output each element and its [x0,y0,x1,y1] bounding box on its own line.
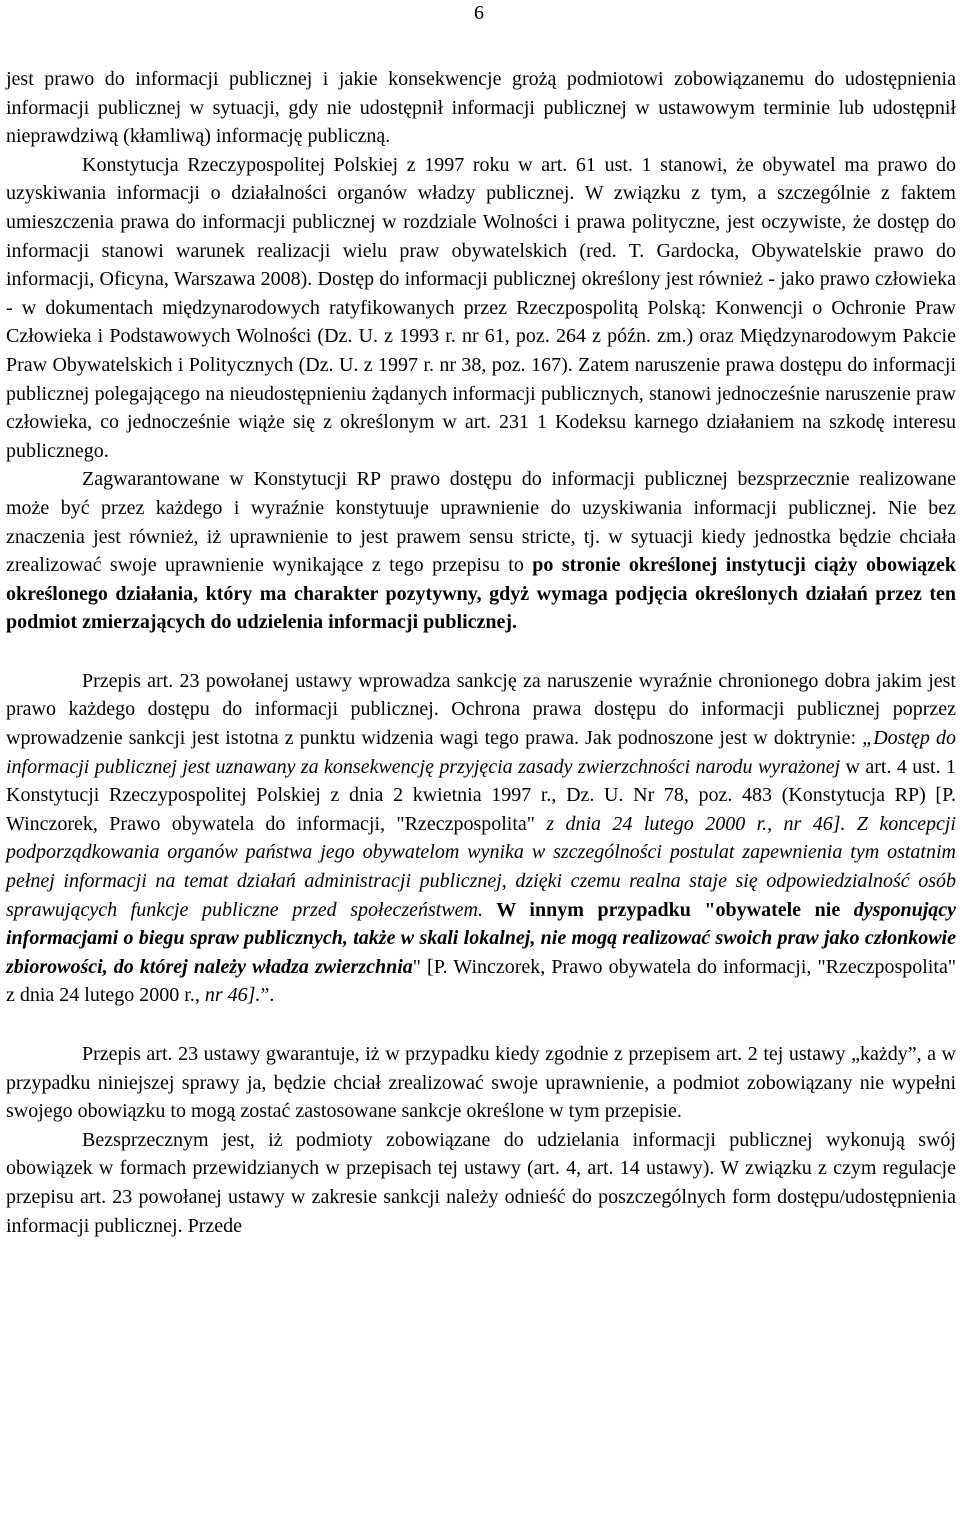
paragraph-6: Bezsprzecznym jest, iż podmioty zobowiązane do udzielania informacji publicznej wykonują swój obowiązek w formach przewidzianych w przepisach tej ustawy (art. 4, art. 14 ustawy). W związku z czym regulacje przepisu art. 23 powołanej ustawy w zakresie sankcji należy odnieść do poszczególnych form dostępu/udostępnienia informacji publicznej. Przede [6,1128,956,1237]
paragraph-5: Przepis art. 23 ustawy gwarantuje, iż w przypadku kiedy zgodnie z przepisem art. 2 tej ustawy „każdy”, a w przypadku niniejszej sprawy ja, będzie chciał zrealizować swoje uprawnienie, a podmiot zobowiązany nie wypełni swojego obowiązku to mogą zostać zastosowane sankcje określone w tym przepisie. [6,1043,956,1123]
paragraph-4-f: dysponujący informacjami o biegu spraw publicznych, także w skali lokalnej, nie mogą realizować swoich praw jako członkowie zbiorowości, do której należy władza zwierzchnia [6,898,956,978]
paragraph-4-c: w art. 4 ust. 1 Konstytucji Rzeczypospolitej Polskiej z dnia 2 kwietnia 1997 r., Dz. U. Nr 78, poz. 483 (Konstytucja RP) [P. Winczorek, Prawo obywatela do informacji, "Rzeczpospolita" [6,755,956,835]
paragraph-4-a: Przepis art. 23 powołanej ustawy wprowadza sankcję za naruszenie wyraźnie chronionego dobra jakim jest prawo każdego dostępu do informacji publicznej. Ochrona prawa dostępu do informacji publicznej poprzez wprowadzenie sankcji jest istotna z punktu widzenia wagi tego prawa. Jak podnoszone jest w doktrynie: [6,669,956,750]
document-body [6,65,956,1240]
paragraph-4-g: " [P. Winczorek, Prawo obywatela do informacji, "Rzeczpospolita" z dnia 24 lutego 2000 r., [6,955,957,1007]
paragraph-3-text: Zagwarantowane w Konstytucji RP prawo dostępu do informacji publicznej bezsprzecznie realizowane może być przez każdego i wyraźnie konstytuuje uprawnienie do uzyskiwania informacji publicznej. Nie bez znaczenia jest również, iż uprawnienie to jest prawem sensu stricte, tj. w sytuacji kiedy jednostka będzie chciała zrealizować swoje uprawnienie wynikające z tego przepisu to [6,468,956,577]
paragraph-4 [6,667,956,1010]
paragraph-3-bold: po stronie określonej instytucji ciąży obowiązek określonego działania, który ma charakter pozytywny, gdyż wymaga podjęcia określonych działań przez ten podmiot zmierzających do udzielenia informacji publicznej. [6,554,956,634]
paragraph-4-h: nr 46]. [204,984,261,1007]
page-number: 6 [474,2,484,24]
paragraph-4-d: z dnia 24 lutego 2000 r., nr 46]. Z koncepcji podporządkowania organów państwa jego obywatelom wynika w szczególności postulat zapewnienia tym ostatnim pełnej informacji na temat działań administracji publicznej, dzięki czemu realna staje się odpowiedzialność osób sprawujących funkcje publiczne przed społeczeństwem. [6,812,956,921]
paragraph-3 [6,465,956,637]
paragraph-4-i: ”. [260,984,275,1007]
paragraph-4-quote: „Dostęp do informacji publicznej jest uznawany za konsekwencję przyjęcia zasady zwierzchności narodu wyrażonej [6,727,956,778]
paragraph-4-e: W innym przypadku "obywatele nie [483,898,854,921]
paragraph-2: Konstytucja Rzeczypospolitej Polskiej z 1997 roku w art. 61 ust. 1 stanowi, że obywatel ma prawo do uzyskiwania informacji o działalności organów władzy publicznej. W związku z tym, a szczególnie z faktem umieszczenia prawa do informacji publicznej w rozdziale Wolności i prawa polityczne, jest oczywiste, że dostęp do informacji stanowi warunek realizacji wielu praw obywatelskich (red. T. Gardocka, Obywatelskie prawo do informacji, Oficyna, Warszawa 2008). Dostęp do informacji publicznej określony jest również - jako prawo człowieka - w dokumentach międzynarodowych ratyfikowanych przez Rzeczpospolitą Polską: Konwencji o Ochronie Praw Człowieka i Podstawowych Wolności (Dz. U. z 1993 r. nr 61, poz. 264 z późn. zm.) oraz Międzynarodowym Pakcie Praw Obywatelskich i Politycznych (Dz. U. z 1997 r. nr 38, poz. 167). Zatem naruszenie prawa dostępu do informacji publicznej polegającego na nieudostępnieniu żądanych informacji publicznych, stanowi jednocześnie naruszenie praw człowieka, co jednocześnie wiąże się z określonym w art. 231 1 Kodeksu karnego działaniem na szkodę interesu publicznego. [6,153,956,462]
paragraph-1: jest prawo do informacji publicznej i jakie konsekwencje grożą podmiotowi zobowiązanemu do udostępnienia informacji publicznej w sytuacji, gdy nie udostępnił informacji publicznej w ustawowym terminie lub udostępnił nieprawdziwą (kłamliwą) informację publiczną. [6,68,956,148]
